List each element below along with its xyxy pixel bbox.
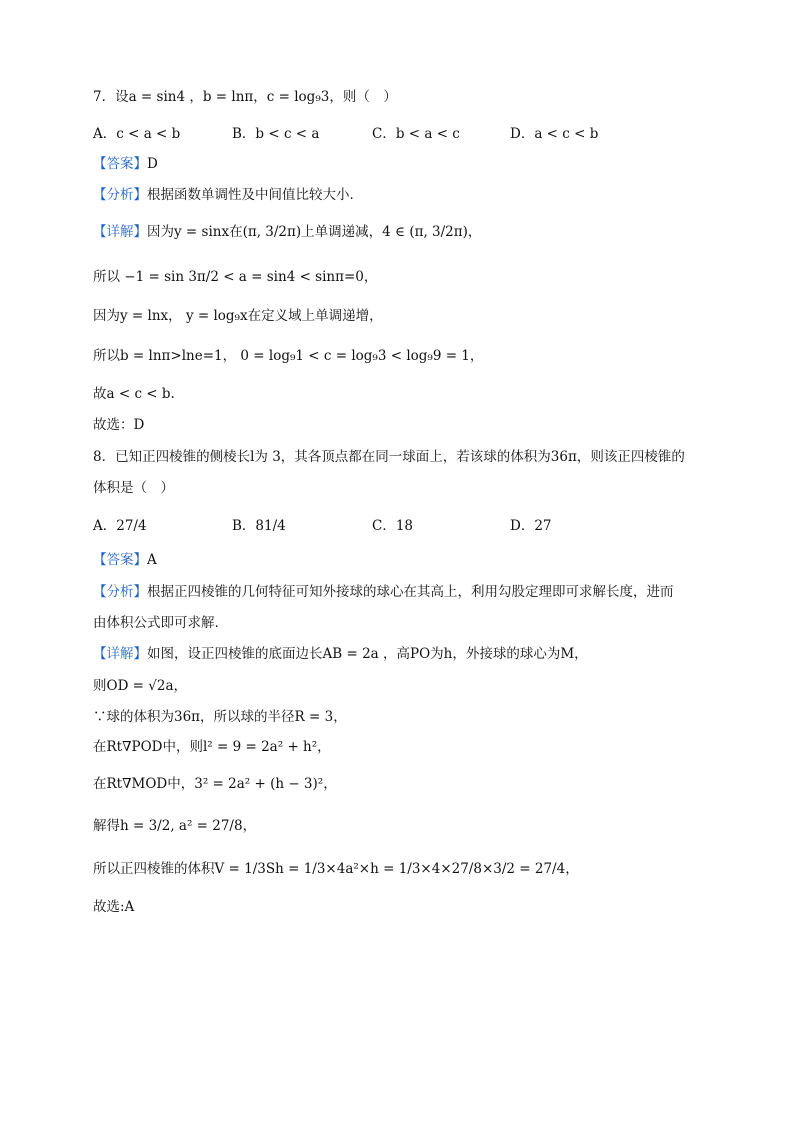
q8-detail-line-7: 所以正四棱锥的体积V = 1/3Sh = 1/3×4a²×h = 1/3×4×27/8×3/2 = 27/4，	[93, 861, 579, 877]
q8-detail-line-6: 解得h = 3/2, a² = 27/8，	[93, 818, 257, 834]
q8-detail-line-8: 故选:A	[93, 899, 135, 915]
q7-detail-line-2: 所以 −1 = sin 3π/2 < a = sin4 < sinπ=0，	[93, 269, 378, 285]
q7-analysis: 根据函数单调性及中间值比较大小.	[147, 187, 354, 203]
q7-stem: 7．设a = sin4 ，b = lnπ，c = log₉3，则（ ）	[93, 89, 397, 105]
q7-detail-line-3: 因为y = lnx， y = log₉x在定义域上单调递增，	[93, 308, 383, 324]
q8-detail-line-2: 则OD = √2a，	[93, 678, 188, 694]
q8-answer-row	[93, 550, 157, 570]
q7-detail-tag: 【详解】	[93, 224, 147, 240]
q8-answer: A	[147, 552, 157, 568]
q8-detail-line-5: 在Rt∇MOD中，3² = 2a² + (h − 3)²，	[93, 776, 337, 792]
q7-choice-c: C．b < a < c	[372, 126, 460, 142]
q7-choice-b: B．b < c < a	[232, 126, 320, 142]
q8-stem-line-1: 8．已知正四棱锥的侧棱长l为 3，其各顶点都在同一球面上，若该球的体积为36π，则该正四棱锥的	[93, 449, 685, 465]
q8-analysis-tag: 【分析】	[93, 584, 147, 600]
q8-choices	[93, 514, 713, 534]
q7-answer-row	[93, 154, 158, 174]
q8-choice-c: C．18	[372, 518, 414, 534]
q7-analysis-tag: 【分析】	[93, 187, 147, 203]
q8-choice-b: B．81/4	[232, 518, 286, 534]
q8-answer-tag: 【答案】	[93, 552, 147, 568]
q8-analysis-row	[93, 582, 674, 602]
q8-analysis-line-1: 根据正四棱锥的几何特征可知外接球的球心在其高上，利用勾股定理即可求解长度，进而	[147, 584, 674, 600]
q7-detail-line-1: 因为y = sinx在(π, 3/2π)上单调递减，4 ∈ (π, 3/2π)，	[147, 224, 482, 240]
q8-detail-tag: 【详解】	[93, 646, 147, 662]
q7-detail-line-6: 故选：D	[93, 417, 145, 433]
q7-detail-line-4: 所以b = lnπ>lne=1， 0 = log₉1 < c = log₉3 < log₉9 = 1，	[93, 348, 484, 364]
q7-answer-tag: 【答案】	[93, 156, 147, 172]
q8-stem-line-2: 体积是（ ）	[93, 480, 174, 496]
q8-detail-line-4: 在Rt∇POD中，则l² = 9 = 2a² + h²，	[93, 739, 331, 755]
q7-choices	[93, 122, 713, 142]
q8-detail-line-3: ∵球的体积为36π，所以球的半径R = 3，	[93, 709, 347, 725]
q7-choice-d: D．a < c < b	[510, 126, 599, 142]
q8-detail-row	[93, 644, 588, 664]
q8-choice-d: D．27	[510, 518, 552, 534]
q7-detail-row	[93, 222, 481, 242]
q8-detail-line-1: 如图，设正四棱锥的底面边长AB = 2a ，高PO为h，外接球的球心为M，	[147, 646, 588, 662]
q8-analysis-line-2: 由体积公式即可求解.	[93, 615, 219, 631]
q8-choice-a: A．27/4	[93, 518, 147, 534]
q7-analysis-row	[93, 185, 354, 205]
q7-detail-line-5: 故a < c < b.	[93, 386, 175, 402]
q7-choice-a: A．c < a < b	[93, 126, 181, 142]
q7-answer: D	[147, 156, 158, 172]
